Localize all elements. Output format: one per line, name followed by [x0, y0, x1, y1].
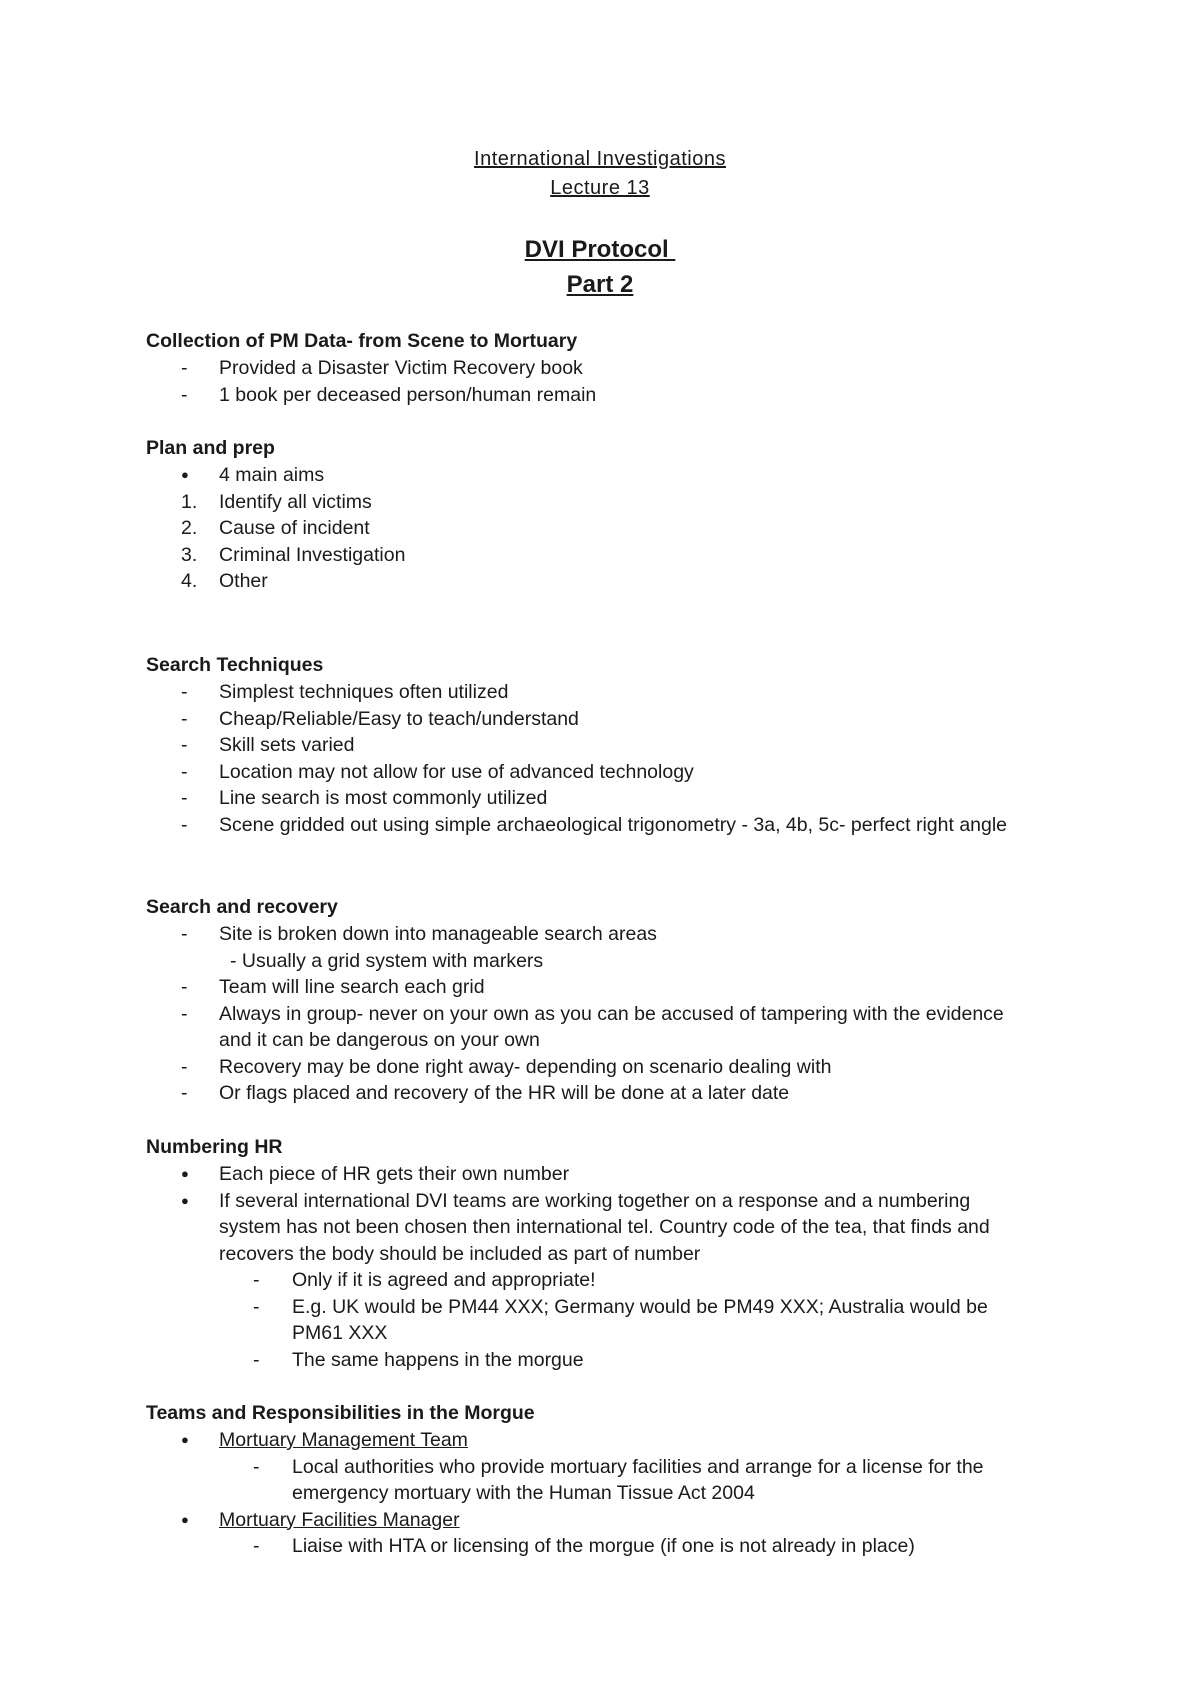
sub-list-item: - Liaise with HTA or licensing of the morgue (if one is not already in place) — [253, 1535, 915, 1557]
list-item: - Cheap/Reliable/Easy to teach/understand — [181, 707, 579, 730]
section-heading: Search Techniques — [146, 654, 324, 676]
section-search-techniques — [146, 652, 1066, 838]
bullet-icon: ● — [181, 1192, 189, 1208]
section-heading: Teams and Responsibilities in the Morgue — [146, 1402, 535, 1424]
list-item: - Scene gridded out using simple archaeological trigonometry - 3a, 4b, 5c- perfect right angle — [181, 813, 1008, 836]
list-item: 2. Cause of incident — [181, 517, 370, 539]
section-heading: Plan and prep — [146, 437, 275, 459]
list-item: ● Mortuary Management Team — [146, 1427, 1066, 1454]
bullet-icon: ● — [181, 467, 189, 482]
bullet-icon: ● — [181, 1432, 189, 1447]
list-item-continued: system has not been chosen then international tel. Country code of the tea, that finds and — [219, 1216, 990, 1238]
list-item: - Recovery may be done right away- depending on scenario dealing with — [181, 1055, 832, 1078]
list-item: - Skill sets varied — [181, 734, 355, 756]
list-item: 3. Criminal Investigation — [181, 543, 406, 566]
page-title: DVI Protocol — [524, 236, 676, 263]
title-block — [0, 145, 1200, 203]
list-item-continued: recovers the body should be included as part of number — [219, 1242, 701, 1265]
main-title-block — [0, 232, 1200, 302]
list-item: - Location may not allow for use of advanced technology — [181, 760, 694, 783]
sub-list-item: - The same happens in the morgue — [253, 1348, 584, 1371]
list-item: - Site is broken down into manageable search areas — [181, 923, 657, 945]
list-item: ● Each piece of HR gets their own number — [146, 1161, 1066, 1188]
part-title: Part 2 — [566, 271, 634, 298]
list-item: - Usually a grid system with markers — [230, 949, 544, 972]
section-heading: Search and recovery — [146, 896, 338, 918]
section-teams — [146, 1400, 1066, 1560]
sub-list-item: - Only if it is agreed and appropriate! — [253, 1269, 596, 1291]
list-item: - Provided a Disaster Victim Recovery book — [181, 357, 583, 379]
list-item: - Simplest techniques often utilized — [181, 681, 509, 703]
sub-list-item-continued: PM61 XXX — [292, 1322, 388, 1344]
list-item: 1. Identify all victims — [181, 490, 372, 513]
bullet-icon: ● — [181, 1511, 189, 1527]
list-item: ● 4 main aims — [146, 462, 1066, 489]
section-plan — [146, 435, 1066, 595]
section-heading: Collection of PM Data- from Scene to Mortuary — [146, 330, 578, 352]
sub-list-item-continued: emergency mortuary with the Human Tissue Act 2004 — [292, 1482, 755, 1504]
list-item: 4. Other — [181, 570, 268, 592]
list-item: - 1 book per deceased person/human remain — [181, 383, 597, 406]
sub-list-item: - Local authorities who provide mortuary facilities and arrange for a license for the — [253, 1455, 984, 1478]
section-search-recovery — [146, 894, 1066, 1107]
sub-list-item: - E.g. UK would be PM44 XXX; Germany would be PM49 XXX; Australia would be — [253, 1295, 988, 1318]
list-item: - Always in group- never on your own as you can be accused of tampering with the evidence — [181, 1002, 1004, 1025]
list-item: - Or flags placed and recovery of the HR will be done at a later date — [181, 1082, 790, 1104]
list-item-continued: and it can be dangerous on your own — [219, 1029, 540, 1051]
list-item: - Team will line search each grid — [181, 976, 485, 998]
list-item: - Line search is most commonly utilized — [181, 787, 548, 809]
section-numbering-hr — [146, 1134, 1066, 1373]
section-heading: Numbering HR — [146, 1136, 283, 1158]
list-item: ● Mortuary Facilities Manager — [146, 1507, 1066, 1534]
course-title: International Investigations — [474, 148, 726, 170]
bullet-icon: ● — [181, 1166, 189, 1181]
section-collection — [146, 328, 1066, 408]
list-item: ● If several international DVI teams are working together on a response and a numbering — [146, 1188, 1066, 1215]
lecture-number: Lecture 13 — [550, 177, 650, 199]
